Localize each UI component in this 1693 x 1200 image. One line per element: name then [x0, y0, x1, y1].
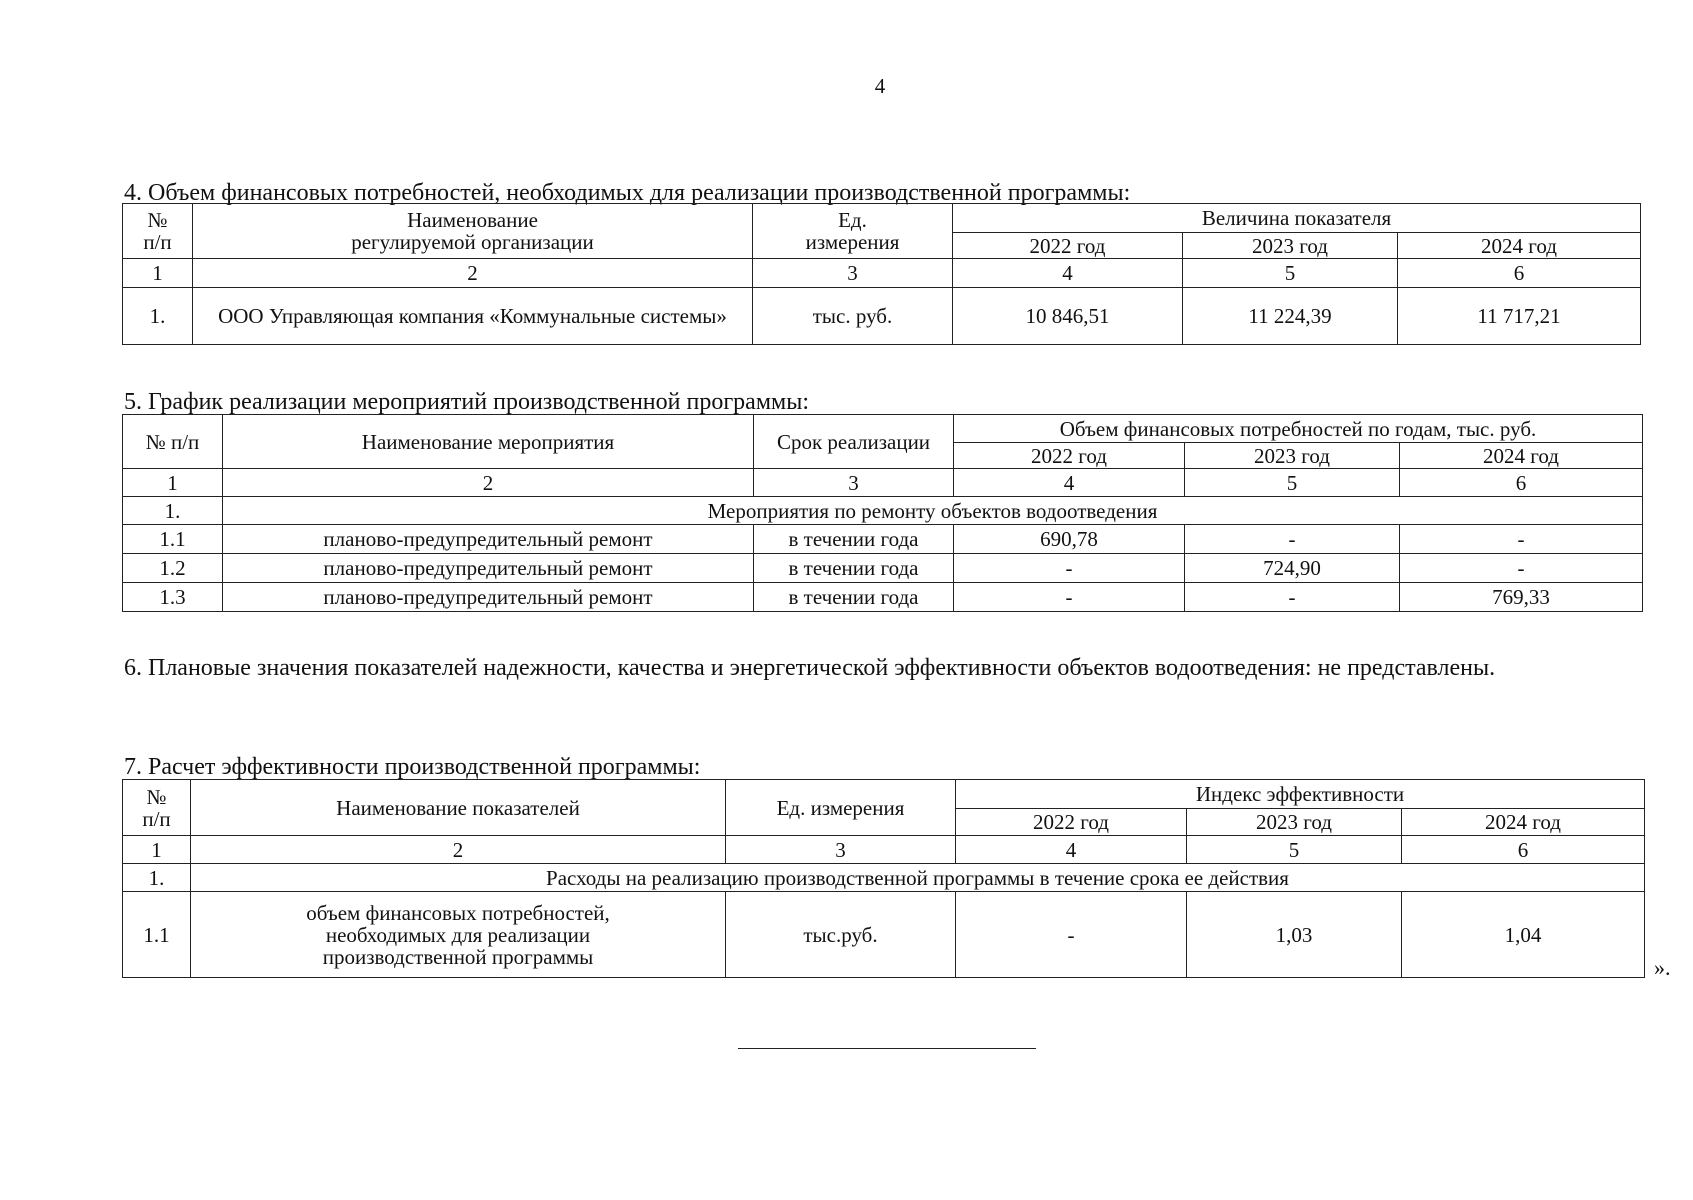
- group-name: Расходы на реализацию производственной программы в течение срока ее действия: [191, 864, 1645, 892]
- value-2023: -: [1185, 583, 1400, 612]
- row-unit: тыс. руб.: [753, 288, 953, 345]
- org-name: ООО Управляющая компания «Коммунальные системы»: [193, 288, 753, 345]
- measure-name: планово-предупредительный ремонт: [223, 525, 754, 554]
- value-2023: 724,90: [1185, 554, 1400, 583]
- header-year-2022: 2022 год: [953, 233, 1183, 259]
- header-year-2022: 2022 год: [954, 443, 1185, 469]
- header-num: № п/п: [123, 204, 193, 259]
- row-term: в течении года: [754, 583, 954, 612]
- value-2022: -: [954, 583, 1185, 612]
- indicator-name: [191, 892, 726, 978]
- header-num: № п/п: [123, 415, 223, 469]
- table-row: [123, 554, 1643, 583]
- measure-name: планово-предупредительный ремонт: [223, 583, 754, 612]
- row-num: 1.: [123, 288, 193, 345]
- value-2024: -: [1400, 525, 1643, 554]
- header-year-2023: 2023 год: [1183, 233, 1398, 259]
- table-row: [123, 288, 1641, 345]
- indicator-name-line: производственной программы: [322, 944, 594, 969]
- col-number: 6: [1400, 469, 1643, 497]
- value-2023: -: [1185, 525, 1400, 554]
- header-index: Индекс эффективности: [956, 780, 1645, 809]
- table-row: [123, 525, 1643, 554]
- value-2023: 1,03: [1187, 892, 1402, 978]
- col-number: 2: [191, 836, 726, 864]
- row-unit: тыс.руб.: [726, 892, 956, 978]
- financial-needs-table: [122, 203, 1641, 345]
- col-number: 6: [1402, 836, 1645, 864]
- header-measure-name: Наименование мероприятия: [223, 415, 754, 469]
- section-7-heading: 7. Расчет эффективности производственной программы:: [124, 754, 701, 780]
- group-row: [123, 864, 1645, 892]
- header-indicator-name: Наименование показателей: [191, 780, 726, 836]
- value-2024: 1,04: [1402, 892, 1645, 978]
- header-unit: Ед. измерения: [753, 204, 953, 259]
- indicator-name-line: необходимых для реализации: [325, 922, 591, 947]
- value-2022: -: [956, 892, 1187, 978]
- column-number-row: [123, 836, 1645, 864]
- value-2022: -: [954, 554, 1185, 583]
- header-org-name: Наименование регулируемой организации: [193, 204, 753, 259]
- row-num: 1.1: [123, 525, 223, 554]
- col-number: 3: [754, 469, 954, 497]
- col-number: 1: [123, 836, 191, 864]
- page-number: 4: [874, 74, 886, 98]
- measure-name: планово-предупредительный ремонт: [223, 554, 754, 583]
- col-number: 1: [123, 259, 193, 288]
- header-year-2024: 2024 год: [1400, 443, 1643, 469]
- row-term: в течении года: [754, 525, 954, 554]
- value-2022: 690,78: [954, 525, 1185, 554]
- row-num: 1.3: [123, 583, 223, 612]
- value-2022: 10 846,51: [953, 288, 1183, 345]
- indicator-name-line: объем финансовых потребностей,: [306, 900, 610, 925]
- section-6-paragraph: 6. Плановые значения показателей надежности, качества и энергетической эффективности объектов водоотведения: не представлены.: [124, 655, 1496, 681]
- row-num: 1.1: [123, 892, 191, 978]
- table-row: [123, 892, 1645, 978]
- col-number: 6: [1398, 259, 1641, 288]
- col-number: 3: [753, 259, 953, 288]
- col-number: 5: [1183, 259, 1398, 288]
- col-number: 2: [223, 469, 754, 497]
- section-5-heading: 5. График реализации мероприятий производственной программы:: [124, 389, 809, 415]
- row-num: 1.: [123, 864, 191, 892]
- section-4-heading: 4. Объем финансовых потребностей, необходимых для реализации производственной программы:: [124, 180, 1131, 206]
- header-unit: Ед. измерения: [726, 780, 956, 836]
- header-num: № п/п: [123, 780, 191, 836]
- value-2023: 11 224,39: [1183, 288, 1398, 345]
- col-number: 4: [954, 469, 1185, 497]
- column-number-row: [123, 469, 1643, 497]
- header-value: Величина показателя: [953, 204, 1641, 233]
- header-volume: Объем финансовых потребностей по годам, тыс. руб.: [954, 415, 1643, 443]
- col-number: 5: [1185, 469, 1400, 497]
- row-num: 1.: [123, 497, 223, 525]
- table-row: [123, 583, 1643, 612]
- value-2024: 11 717,21: [1398, 288, 1641, 345]
- col-number: 5: [1187, 836, 1402, 864]
- value-2024: 769,33: [1400, 583, 1643, 612]
- header-year-2024: 2024 год: [1398, 233, 1641, 259]
- column-number-row: [123, 259, 1641, 288]
- col-number: 3: [726, 836, 956, 864]
- header-year-2023: 2023 год: [1187, 809, 1402, 836]
- value-2024: -: [1400, 554, 1643, 583]
- row-term: в течении года: [754, 554, 954, 583]
- efficiency-table: [122, 779, 1645, 978]
- header-year-2022: 2022 год: [956, 809, 1187, 836]
- header-year-2024: 2024 год: [1402, 809, 1645, 836]
- col-number: 2: [193, 259, 753, 288]
- closing-quote: ».: [1654, 955, 1671, 980]
- bottom-rule: [738, 1048, 1036, 1049]
- col-number: 1: [123, 469, 223, 497]
- group-name: Мероприятия по ремонту объектов водоотведения: [223, 497, 1643, 525]
- schedule-table: [122, 414, 1643, 612]
- header-term: Срок реализации: [754, 415, 954, 469]
- row-num: 1.2: [123, 554, 223, 583]
- group-row: [123, 497, 1643, 525]
- col-number: 4: [953, 259, 1183, 288]
- header-year-2023: 2023 год: [1185, 443, 1400, 469]
- col-number: 4: [956, 836, 1187, 864]
